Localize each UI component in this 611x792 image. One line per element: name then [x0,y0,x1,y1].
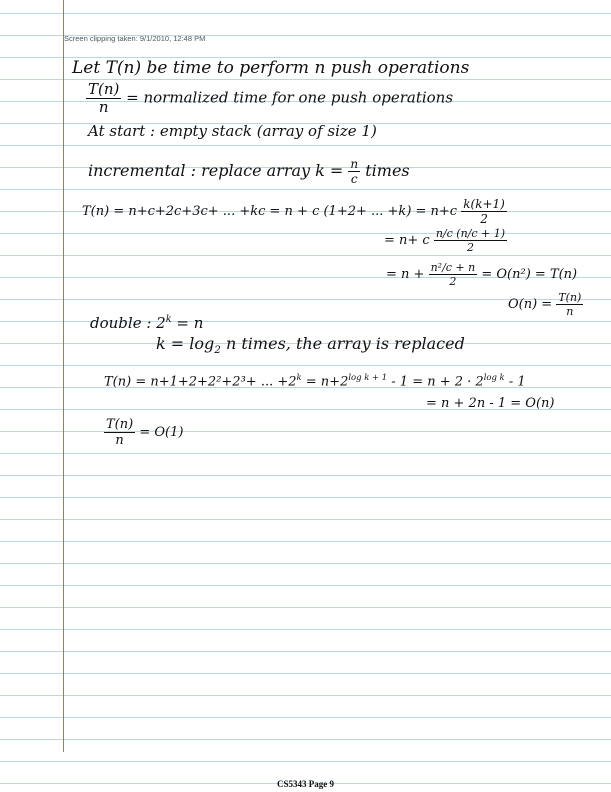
normalized-time-fraction: $\frac{T(n)}{n}$ [88,80,120,116]
amortized-fraction: $\frac{T(n)}{n}$ [106,417,134,448]
note-line-11: T(n) = n+1+2+2²+2³+ ... $+2^k = n+2^{log k + 1} - 1 = n + 2 \cdot 2^{log k} - 1$ [104,372,526,390]
n-squared-fraction: $\frac{\text{n²/c + n}}{2}$ [430,261,476,288]
note-line-7: = n + $\frac{\text{n²/c + n}}{2}$ = O(n²) = T(n) [386,261,578,288]
note-line-2: $\frac{T(n)}{n}$ = normalized time for one push operations [88,80,454,116]
note-line-1: Let T(n) be time to perform n push operations [72,58,470,78]
note-line-10: $k = \log_2 n$ times, the array is replaced [156,334,465,357]
tn-over-n-fraction: $\frac{T(n)}{n}$ [558,291,582,318]
note-line-5: T(n) = n+c+2c+3c+ ... +kc = n + c (1+2+ ... +k) = n+c $\frac{k(k+1)}{2}$ [82,197,505,226]
k-sum-fraction: $\frac{k(k+1)}{2}$ [463,197,505,226]
note-line-13: $\frac{T(n)}{n}$ = O(1) [106,417,184,448]
note-line-9: double : 2$^k$ = n [90,314,204,332]
note-line-12: = n + 2n - 1 = O(n) [426,396,555,411]
page-footer: CS5343 Page 9 [277,779,334,789]
note-line-8: O(n) = $\frac{T(n)}{n}$ [508,291,582,318]
note-line-4: incremental : replace array k = $\frac{n}{c}$ times [88,157,410,186]
note-line-6: = n+ c $\frac{n/c (n/c + 1)}{2}$ [384,227,506,254]
screen-clipping-caption: Screen clipping taken: 9/1/2010, 12:48 PM [64,34,206,43]
note-line-3: At start : empty stack (array of size 1) [88,122,377,140]
margin-line [63,0,64,752]
n-over-c-product-fraction: $\frac{n/c (n/c + 1)}{2}$ [435,227,506,254]
n-over-c-fraction: $\frac{n}{c}$ [350,157,359,186]
